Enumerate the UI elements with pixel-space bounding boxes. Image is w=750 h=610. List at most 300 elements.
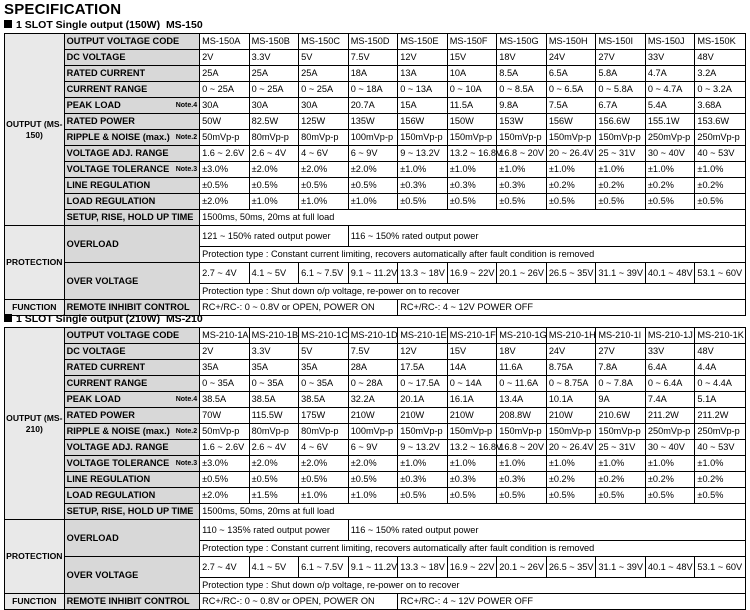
- table-row: [5, 146, 746, 162]
- table-cell: 50mVp-p: [200, 130, 250, 146]
- table-cell: 0 ~ 25A: [249, 82, 299, 98]
- table-cell: 48V: [695, 50, 746, 66]
- table-cell: 0 ~ 6.5A: [546, 82, 596, 98]
- table-cell: 1500ms, 50ms, 20ms at full load: [200, 210, 746, 226]
- table-cell: MS-150G: [497, 34, 547, 50]
- table-cell: 6.1 ~ 7.5V: [299, 263, 349, 284]
- table-row: [5, 130, 746, 146]
- table-cell: 0 ~ 6.4A: [645, 376, 695, 392]
- row-note: Note.2: [175, 428, 198, 435]
- table-cell: ±1.0%: [695, 456, 746, 472]
- table-cell: 30A: [200, 98, 250, 114]
- table-row: [5, 162, 746, 178]
- table-row: [5, 82, 746, 98]
- table-cell: ±2.0%: [348, 162, 398, 178]
- table-cell: ±0.5%: [398, 488, 448, 504]
- row-label: OVER VOLTAGE: [64, 263, 199, 300]
- table-cell: ±0.5%: [299, 472, 349, 488]
- table-cell: MS-150J: [645, 34, 695, 50]
- table-cell: MS-210-1B: [249, 328, 299, 344]
- table-cell: MS-210-1E: [398, 328, 448, 344]
- table-cell: ±1.5%: [249, 488, 299, 504]
- table-cell: 4.1 ~ 5V: [249, 557, 299, 578]
- table-cell: 6 ~ 9V: [348, 440, 398, 456]
- row-label: [64, 376, 199, 392]
- table-cell: 150mVp-p: [497, 424, 547, 440]
- table-cell: 11.6A: [497, 360, 547, 376]
- table-cell: 16.8 ~ 20V: [497, 146, 547, 162]
- table-cell: 0 ~ 35A: [200, 376, 250, 392]
- row-label: [64, 146, 199, 162]
- table-cell: 0 ~ 14A: [447, 376, 497, 392]
- table-cell: 2.6 ~ 4V: [249, 146, 299, 162]
- table-cell: 40 ~ 53V: [695, 146, 746, 162]
- table-cell: MS-210-1G: [497, 328, 547, 344]
- table-cell: 153.6W: [695, 114, 746, 130]
- table-cell: ±2.0%: [299, 456, 349, 472]
- table-row: [5, 360, 746, 376]
- table-cell: 210W: [546, 408, 596, 424]
- table-row: [5, 34, 746, 50]
- table-cell: 80mVp-p: [249, 130, 299, 146]
- table-cell: 9 ~ 13.2V: [398, 146, 448, 162]
- table-cell: ±0.5%: [398, 194, 448, 210]
- table-cell: ±1.0%: [447, 162, 497, 178]
- table-cell: 211.2W: [645, 408, 695, 424]
- table-cell: MS-150F: [447, 34, 497, 50]
- table-row: [5, 440, 746, 456]
- table-cell: MS-150B: [249, 34, 299, 50]
- table-cell: 30 ~ 40V: [645, 440, 695, 456]
- table-cell: 18V: [497, 344, 547, 360]
- table-cell: 210W: [447, 408, 497, 424]
- table-cell: 7.8A: [596, 360, 646, 376]
- table-cell: 12V: [398, 344, 448, 360]
- row-label-text: CURRENT RANGE: [66, 378, 148, 388]
- table-cell: 250mVp-p: [695, 130, 746, 146]
- table-cell: 0 ~ 25A: [200, 82, 250, 98]
- table-cell: 4.7A: [645, 66, 695, 82]
- table-cell: 150mVp-p: [447, 424, 497, 440]
- table-cell: MS-150D: [348, 34, 398, 50]
- table-cell: 40.1 ~ 48V: [645, 263, 695, 284]
- table-cell: ±0.5%: [596, 194, 646, 210]
- table-cell: RC+/RC-: 4 ~ 12V POWER OFF: [398, 300, 746, 316]
- table-cell: 38.5A: [200, 392, 250, 408]
- section-heading-150: 1 SLOT Single output (150W) MS-150: [4, 19, 203, 31]
- row-label-text: RATED POWER: [66, 410, 135, 420]
- table-row: [5, 66, 746, 82]
- table-row: [5, 456, 746, 472]
- table-cell: 116 ~ 150% rated output power: [348, 520, 745, 541]
- table-cell: 9.1 ~ 11.2V: [348, 263, 398, 284]
- table-row: [5, 504, 746, 520]
- table-cell: ±0.2%: [596, 178, 646, 194]
- table-row: [5, 194, 746, 210]
- table-cell: 30A: [299, 98, 349, 114]
- row-label: [64, 488, 199, 504]
- table-cell: 7.5V: [348, 344, 398, 360]
- row-label: [64, 98, 199, 114]
- table-cell: ±0.5%: [299, 178, 349, 194]
- table-row: [5, 594, 746, 610]
- table-cell: 150mVp-p: [447, 130, 497, 146]
- table-cell: ±1.0%: [497, 162, 547, 178]
- table-row: [5, 344, 746, 360]
- table-cell: 250mVp-p: [695, 424, 746, 440]
- table-cell: 13.3 ~ 18V: [398, 263, 448, 284]
- table-cell: 32.2A: [348, 392, 398, 408]
- table-cell: 150mVp-p: [497, 130, 547, 146]
- table-cell: 0 ~ 35A: [299, 376, 349, 392]
- table-cell: Protection type : Constant current limiting, recovers automatically after fault condition is removed: [200, 247, 746, 263]
- table-cell: 20.1 ~ 26V: [497, 263, 547, 284]
- table-cell: 0 ~ 4.4A: [695, 376, 746, 392]
- table-cell: MS-150A: [200, 34, 250, 50]
- row-label: [64, 344, 199, 360]
- table-cell: ±0.5%: [546, 488, 596, 504]
- row-label: REMOTE INHIBIT CONTROL: [64, 300, 199, 316]
- table-cell: ±0.5%: [447, 194, 497, 210]
- row-label: [64, 424, 199, 440]
- row-label-text: VOLTAGE TOLERANCE: [66, 164, 170, 174]
- table-cell: ±1.0%: [249, 194, 299, 210]
- row-label: [64, 50, 199, 66]
- table-cell: 12V: [398, 50, 448, 66]
- table-cell: Protection type : Shut down o/p voltage, re-power on to recover: [200, 578, 746, 594]
- table-cell: RC+/RC-: 0 ~ 0.8V or OPEN, POWER ON: [200, 594, 398, 610]
- table-cell: 6.4A: [645, 360, 695, 376]
- table-cell: 15A: [398, 98, 448, 114]
- table-row: [5, 408, 746, 424]
- table-row: [5, 226, 746, 247]
- table-cell: ±3.0%: [200, 456, 250, 472]
- table-cell: 8.75A: [546, 360, 596, 376]
- table-cell: ±0.5%: [497, 488, 547, 504]
- table-cell: 33V: [645, 344, 695, 360]
- table-cell: Protection type : Shut down o/p voltage, re-power on to recover: [200, 284, 746, 300]
- table-cell: 1500ms, 50ms, 20ms at full load: [200, 504, 746, 520]
- table-cell: MS-150I: [596, 34, 646, 50]
- table-row: [5, 328, 746, 344]
- row-label-text: LINE REGULATION: [66, 474, 151, 484]
- table-cell: ±0.2%: [546, 178, 596, 194]
- table-row: [5, 488, 746, 504]
- table-cell: ±0.5%: [200, 472, 250, 488]
- table-cell: ±1.0%: [398, 456, 448, 472]
- table-cell: ±0.2%: [695, 472, 746, 488]
- table-cell: 250mVp-p: [645, 130, 695, 146]
- table-cell: 2V: [200, 344, 250, 360]
- table-cell: 18V: [497, 50, 547, 66]
- table-cell: 150mVp-p: [596, 424, 646, 440]
- table-cell: ±1.0%: [299, 488, 349, 504]
- row-label-text: VOLTAGE TOLERANCE: [66, 458, 170, 468]
- row-note: Note.2: [175, 134, 198, 141]
- table-cell: MS-210-1H: [546, 328, 596, 344]
- table-row: [5, 50, 746, 66]
- table-cell: 15V: [447, 344, 497, 360]
- row-label-text: PEAK LOAD: [66, 394, 121, 404]
- table-cell: 250mVp-p: [645, 424, 695, 440]
- table-cell: ±0.5%: [249, 178, 299, 194]
- table-cell: 17.5A: [398, 360, 448, 376]
- table-cell: ±0.5%: [546, 194, 596, 210]
- row-label-text: DC VOLTAGE: [66, 52, 126, 62]
- table-cell: 15V: [447, 50, 497, 66]
- table-cell: 3.68A: [695, 98, 746, 114]
- group-label-output: OUTPUT (MS-150): [5, 34, 65, 226]
- table-cell: MS-210-1K: [695, 328, 746, 344]
- table-cell: MS-210-1I: [596, 328, 646, 344]
- table-cell: 7.5A: [546, 98, 596, 114]
- row-label: OVER VOLTAGE: [64, 557, 199, 594]
- table-cell: ±1.0%: [596, 162, 646, 178]
- table-cell: 210.6W: [596, 408, 646, 424]
- table-cell: ±1.0%: [348, 488, 398, 504]
- row-label: OVERLOAD: [64, 520, 199, 557]
- row-note: Note.3: [175, 460, 198, 467]
- table-cell: ±1.0%: [596, 456, 646, 472]
- table-cell: 0 ~ 10A: [447, 82, 497, 98]
- row-label: [64, 82, 199, 98]
- table-cell: 28A: [348, 360, 398, 376]
- table-cell: ±1.0%: [348, 194, 398, 210]
- row-label-text: OUTPUT VOLTAGE CODE: [66, 330, 180, 340]
- row-label-text: CURRENT RANGE: [66, 84, 148, 94]
- table-row: [5, 424, 746, 440]
- table-cell: 80mVp-p: [249, 424, 299, 440]
- table-cell: ±0.5%: [695, 488, 746, 504]
- table-cell: 0 ~ 5.8A: [596, 82, 646, 98]
- row-label: [64, 34, 199, 50]
- table-cell: ±2.0%: [348, 456, 398, 472]
- table-cell: RC+/RC-: 4 ~ 12V POWER OFF: [398, 594, 746, 610]
- table-cell: 100mVp-p: [348, 130, 398, 146]
- table-cell: 80mVp-p: [299, 424, 349, 440]
- table-cell: 0 ~ 28A: [348, 376, 398, 392]
- table-row: [5, 376, 746, 392]
- table-cell: 155.1W: [645, 114, 695, 130]
- table-cell: 27V: [596, 344, 646, 360]
- row-label: SETUP, RISE, HOLD UP TIME: [64, 504, 199, 520]
- table-cell: 25A: [200, 66, 250, 82]
- table-cell: 13.2 ~ 16.8V: [447, 440, 497, 456]
- table-cell: ±2.0%: [200, 194, 250, 210]
- row-label: [64, 194, 199, 210]
- table-cell: 150mVp-p: [398, 424, 448, 440]
- table-row: [5, 98, 746, 114]
- table-cell: 13A: [398, 66, 448, 82]
- table-cell: ±0.2%: [596, 472, 646, 488]
- table-cell: 0 ~ 17.5A: [398, 376, 448, 392]
- row-label: [64, 472, 199, 488]
- spec-table-210: [4, 327, 746, 610]
- row-label: [64, 440, 199, 456]
- table-cell: 125W: [299, 114, 349, 130]
- table-cell: 210W: [398, 408, 448, 424]
- spec-table-150: [4, 33, 746, 316]
- row-label: [64, 178, 199, 194]
- group-label-output: OUTPUT (MS-210): [5, 328, 65, 520]
- table-cell: ±0.3%: [497, 472, 547, 488]
- row-label-text: LOAD REGULATION: [66, 196, 156, 206]
- table-row: [5, 263, 746, 284]
- table-cell: 4 ~ 6V: [299, 146, 349, 162]
- table-cell: ±1.0%: [546, 162, 596, 178]
- page-title: SPECIFICATION: [4, 1, 122, 18]
- table-cell: 4 ~ 6V: [299, 440, 349, 456]
- row-label-text: LOAD REGULATION: [66, 490, 156, 500]
- table-cell: 2.7 ~ 4V: [200, 263, 250, 284]
- row-label-text: RATED CURRENT: [66, 362, 146, 372]
- table-cell: ±1.0%: [695, 162, 746, 178]
- table-cell: 18A: [348, 66, 398, 82]
- table-cell: 0 ~ 7.8A: [596, 376, 646, 392]
- table-cell: 31.1 ~ 39V: [596, 263, 646, 284]
- table-cell: ±3.0%: [200, 162, 250, 178]
- table-cell: 5.8A: [596, 66, 646, 82]
- table-cell: 25A: [249, 66, 299, 82]
- table-cell: 16.9 ~ 22V: [447, 263, 497, 284]
- table-cell: 13.3 ~ 18V: [398, 557, 448, 578]
- table-cell: 26.5 ~ 35V: [546, 557, 596, 578]
- table-cell: 50W: [200, 114, 250, 130]
- table-row: [5, 472, 746, 488]
- table-cell: MS-210-1F: [447, 328, 497, 344]
- row-label: REMOTE INHIBIT CONTROL: [64, 594, 199, 610]
- section-heading-210: 1 SLOT Single output (210W) MS-210: [4, 313, 203, 325]
- row-label-text: RIPPLE & NOISE (max.): [66, 426, 170, 436]
- table-cell: 38.5A: [299, 392, 349, 408]
- row-label-text: PEAK LOAD: [66, 100, 121, 110]
- row-note: Note.4: [175, 102, 198, 109]
- group-label-function: FUNCTION: [5, 300, 65, 316]
- table-cell: 16.9 ~ 22V: [447, 557, 497, 578]
- table-cell: 0 ~ 11.6A: [497, 376, 547, 392]
- table-cell: 115.5W: [249, 408, 299, 424]
- table-cell: 16.1A: [447, 392, 497, 408]
- table-cell: 8.5A: [497, 66, 547, 82]
- row-label-text: LINE REGULATION: [66, 180, 151, 190]
- row-label-text: RATED POWER: [66, 116, 135, 126]
- table-cell: 70W: [200, 408, 250, 424]
- group-label-protection: PROTECTION: [5, 226, 65, 300]
- table-cell: 9.8A: [497, 98, 547, 114]
- table-cell: 6.7A: [596, 98, 646, 114]
- table-cell: 20 ~ 26.4V: [546, 146, 596, 162]
- table-cell: 110 ~ 135% rated output power: [200, 520, 349, 541]
- table-row: [5, 210, 746, 226]
- table-cell: ±1.0%: [645, 456, 695, 472]
- table-cell: MS-210-1C: [299, 328, 349, 344]
- table-cell: 16.8 ~ 20V: [497, 440, 547, 456]
- table-cell: 2.6 ~ 4V: [249, 440, 299, 456]
- table-cell: ±1.0%: [447, 456, 497, 472]
- table-cell: 156.6W: [596, 114, 646, 130]
- table-cell: ±1.0%: [299, 194, 349, 210]
- row-label: [64, 328, 199, 344]
- row-label-text: RIPPLE & NOISE (max.): [66, 132, 170, 142]
- table-cell: 30A: [249, 98, 299, 114]
- table-cell: ±0.3%: [398, 178, 448, 194]
- row-label-text: VOLTAGE ADJ. RANGE: [66, 148, 169, 158]
- table-cell: 35A: [200, 360, 250, 376]
- table-cell: 50mVp-p: [200, 424, 250, 440]
- row-label: [64, 130, 199, 146]
- group-label-function: FUNCTION: [5, 594, 65, 610]
- row-label: [64, 114, 199, 130]
- table-cell: 135W: [348, 114, 398, 130]
- table-cell: 20.1 ~ 26V: [497, 557, 547, 578]
- group-label-protection: PROTECTION: [5, 520, 65, 594]
- row-label-text: RATED CURRENT: [66, 68, 146, 78]
- row-note: Note.4: [175, 396, 198, 403]
- table-cell: 2V: [200, 50, 250, 66]
- table-cell: 38.5A: [249, 392, 299, 408]
- table-cell: 31.1 ~ 39V: [596, 557, 646, 578]
- table-cell: MS-150K: [695, 34, 746, 50]
- table-cell: ±2.0%: [200, 488, 250, 504]
- table-cell: 0 ~ 3.2A: [695, 82, 746, 98]
- row-note: Note.3: [175, 166, 198, 173]
- table-cell: 1.6 ~ 2.6V: [200, 146, 250, 162]
- table-cell: 6.1 ~ 7.5V: [299, 557, 349, 578]
- row-label-text: VOLTAGE ADJ. RANGE: [66, 442, 169, 452]
- table-cell: 156W: [398, 114, 448, 130]
- table-cell: 48V: [695, 344, 746, 360]
- table-cell: 80mVp-p: [299, 130, 349, 146]
- table-cell: 5.1A: [695, 392, 746, 408]
- table-cell: 2.7 ~ 4V: [200, 557, 250, 578]
- table-cell: 10A: [447, 66, 497, 82]
- table-cell: 14A: [447, 360, 497, 376]
- table-cell: 150mVp-p: [546, 130, 596, 146]
- table-cell: 24V: [546, 344, 596, 360]
- table-cell: 35A: [249, 360, 299, 376]
- table-cell: 150mVp-p: [596, 130, 646, 146]
- row-label: SETUP, RISE, HOLD UP TIME: [64, 210, 199, 226]
- row-label: [64, 408, 199, 424]
- table-cell: 156W: [546, 114, 596, 130]
- table-cell: MS-210-1A: [200, 328, 250, 344]
- table-cell: 11.5A: [447, 98, 497, 114]
- table-cell: 13.2 ~ 16.8V: [447, 146, 497, 162]
- table-cell: 53.1 ~ 60V: [695, 263, 746, 284]
- table-cell: Protection type : Constant current limiting, recovers automatically after fault condition is removed: [200, 541, 746, 557]
- table-cell: 53.1 ~ 60V: [695, 557, 746, 578]
- table-cell: MS-210-1D: [348, 328, 398, 344]
- table-cell: 0 ~ 8.5A: [497, 82, 547, 98]
- bullet-square-icon: [4, 314, 12, 322]
- table-cell: 82.5W: [249, 114, 299, 130]
- table-cell: MS-150H: [546, 34, 596, 50]
- table-cell: 208.8W: [497, 408, 547, 424]
- table-row: [5, 557, 746, 578]
- table-cell: 4.1 ~ 5V: [249, 263, 299, 284]
- table-cell: 40 ~ 53V: [695, 440, 746, 456]
- table-row: [5, 114, 746, 130]
- table-cell: ±0.3%: [398, 472, 448, 488]
- row-label: [64, 456, 199, 472]
- table-cell: ±0.5%: [200, 178, 250, 194]
- table-cell: ±1.0%: [645, 162, 695, 178]
- table-cell: 4.4A: [695, 360, 746, 376]
- table-cell: 3.2A: [695, 66, 746, 82]
- bullet-square-icon: [4, 20, 12, 28]
- table-cell: 0 ~ 25A: [299, 82, 349, 98]
- table-row: [5, 178, 746, 194]
